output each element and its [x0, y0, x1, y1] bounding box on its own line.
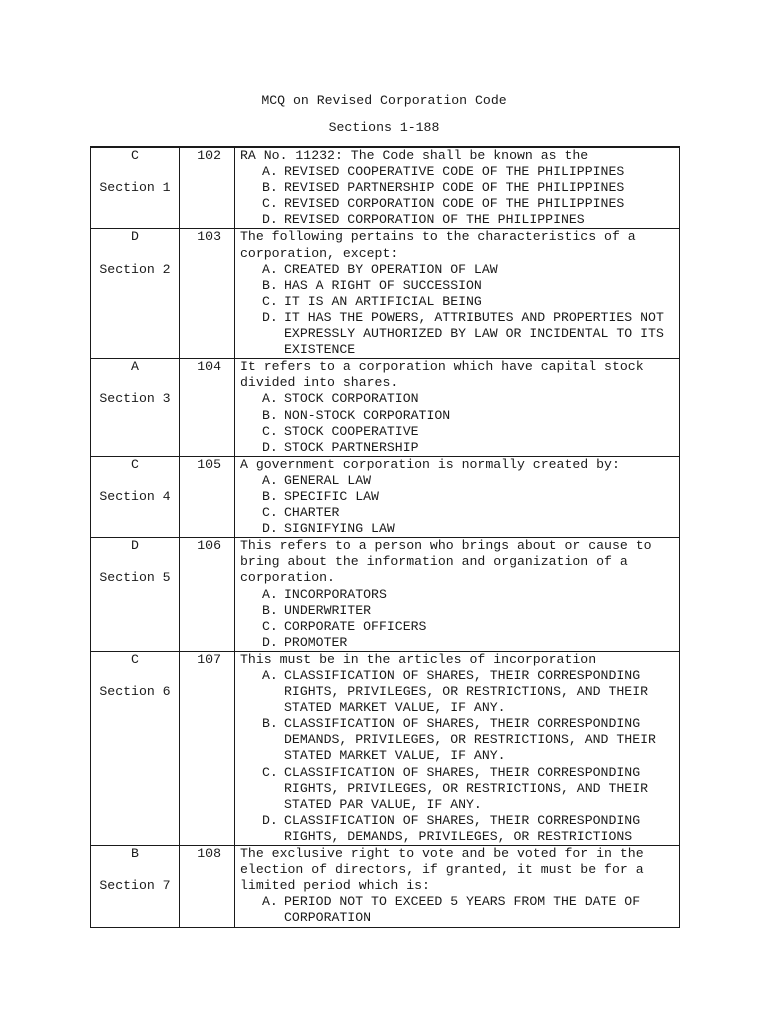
option-text: NON-STOCK CORPORATION — [284, 407, 451, 423]
option-text: CORPORATE OFFICERS — [284, 618, 427, 634]
section-label: Section 6 — [99, 684, 171, 699]
question-number: 106 — [180, 538, 235, 652]
question-number: 103 — [180, 229, 235, 359]
answer-option — [240, 180, 679, 196]
question-number: 105 — [180, 456, 235, 537]
answer-option — [240, 505, 679, 521]
option-text: SIGNIFYING LAW — [284, 521, 395, 537]
question-cell — [235, 456, 680, 537]
option-text: CREATED BY OPERATION OF LAW — [284, 261, 498, 277]
answer-option — [240, 408, 679, 424]
question-text: The exclusive right to vote and be voted for in the election of directors, if granted, it must be for a limited period which is: — [240, 846, 652, 894]
answer-option — [240, 668, 679, 716]
option-letter: C. — [262, 196, 278, 212]
question-number: 104 — [180, 359, 235, 457]
answer-option — [240, 521, 679, 537]
option-letter: C. — [262, 293, 278, 309]
option-text: CLASSIFICATION OF SHARES, THEIR CORRESPONDING RIGHTS, PRIVILEGES, OR RESTRICTIONS, AND THEIR STATED MARKET VALUE, IF ANY. — [284, 668, 656, 716]
answer-option — [240, 765, 679, 813]
question-text: RA No. 11232: The Code shall be known as the — [240, 148, 589, 163]
answer-letter: C — [131, 456, 139, 472]
option-text: INCORPORATORS — [284, 586, 387, 602]
option-letter: A. — [262, 894, 278, 910]
section-label: Section 3 — [99, 391, 171, 407]
answer-option — [240, 196, 679, 212]
table-row — [91, 538, 680, 652]
answer-option — [240, 164, 679, 180]
section-label: Section 2 — [99, 261, 171, 277]
option-letter: B. — [262, 716, 278, 732]
option-letter: B. — [262, 277, 278, 293]
option-letter: A. — [262, 261, 278, 277]
table-row — [91, 651, 680, 845]
answer-option — [240, 262, 679, 278]
option-text: CLASSIFICATION OF SHARES, THEIR CORRESPONDING RIGHTS, PRIVILEGES, OR RESTRICTIONS, AND THEIR STATED PAR VALUE, IF ANY. — [284, 764, 656, 812]
answer-option — [240, 424, 679, 440]
option-letter: C. — [262, 423, 278, 439]
answer-letter: D — [131, 229, 139, 245]
question-cell — [235, 846, 680, 927]
option-text: HAS A RIGHT OF SUCCESSION — [284, 277, 482, 293]
option-text: GENERAL LAW — [284, 472, 372, 488]
question-text: The following pertains to the characteristics of a corporation, except: — [240, 229, 644, 261]
answer-option — [240, 894, 679, 926]
option-text: IT HAS THE POWERS, ATTRIBUTES AND PROPERTIES NOT EXPRESSLY AUTHORIZED BY LAW OR INCIDENTAL TO ITS EXISTENCE — [284, 309, 672, 358]
option-text: REVISED CORPORATION CODE OF THE PHILIPPINES — [284, 196, 625, 212]
answer-option — [240, 391, 679, 407]
question-text: It refers to a corporation which have capital stock divided into shares. — [240, 359, 652, 391]
option-letter: B. — [262, 407, 278, 423]
answer-letter: B — [131, 846, 139, 862]
answer-option — [240, 635, 679, 651]
answer-option — [240, 212, 679, 228]
question-number: 108 — [180, 846, 235, 927]
option-text: IT IS AN ARTIFICIAL BEING — [284, 293, 482, 309]
answer-cell — [91, 229, 180, 359]
section-label: Section 7 — [99, 878, 171, 894]
section-label: Section 1 — [99, 180, 171, 196]
answer-cell — [91, 538, 180, 652]
option-letter: D. — [262, 439, 278, 455]
option-letter: B. — [262, 488, 278, 504]
option-letter: D. — [262, 309, 278, 325]
option-text: PERIOD NOT TO EXCEED 5 YEARS FROM THE DATE OF CORPORATION — [284, 894, 649, 926]
option-text: STOCK PARTNERSHIP — [284, 439, 419, 455]
question-number: 107 — [180, 651, 235, 845]
question-number: 102 — [180, 147, 235, 229]
option-text: CLASSIFICATION OF SHARES, THEIR CORRESPONDING RIGHTS, DEMANDS, PRIVILEGES, OR RESTRICTIONS — [284, 812, 649, 844]
table-row — [91, 359, 680, 457]
table-row — [91, 147, 680, 229]
answer-cell — [91, 456, 180, 537]
option-text: REVISED COOPERATIVE CODE OF THE PHILIPPINES — [284, 164, 625, 180]
option-letter: D. — [262, 634, 278, 650]
question-cell — [235, 229, 680, 359]
answer-option — [240, 278, 679, 294]
table-row — [91, 456, 680, 537]
option-letter: C. — [262, 764, 278, 780]
option-letter: C. — [262, 505, 278, 521]
option-letter: B. — [262, 602, 278, 618]
table-row — [91, 229, 680, 359]
answer-option — [240, 489, 679, 505]
option-text: CLASSIFICATION OF SHARES, THEIR CORRESPONDING DEMANDS, PRIVILEGES, OR RESTRICTIONS, AND THEIR STATED MARKET VALUE, IF ANY. — [284, 716, 664, 764]
answer-cell — [91, 147, 180, 229]
answer-option — [240, 603, 679, 619]
answer-option — [240, 716, 679, 764]
answer-option — [240, 587, 679, 603]
option-text: UNDERWRITER — [284, 602, 372, 618]
question-cell — [235, 359, 680, 457]
option-letter: D. — [262, 212, 278, 228]
option-letter: A. — [262, 164, 278, 180]
option-text: SPECIFIC LAW — [284, 488, 379, 504]
answer-option — [240, 440, 679, 456]
question-text: This must be in the articles of incorporation — [240, 651, 597, 667]
option-letter: D. — [262, 812, 278, 828]
option-text: PROMOTER — [284, 634, 348, 650]
answer-letter: C — [131, 148, 139, 163]
question-cell — [235, 147, 680, 229]
document-title: MCQ on Revised Corporation Code — [261, 93, 507, 108]
answer-option — [240, 619, 679, 635]
table-row — [91, 846, 680, 927]
section-label: Section 5 — [99, 570, 171, 586]
question-text: This refers to a person who brings about or cause to bring about the information and organization of a corporation. — [240, 538, 660, 586]
answer-option — [240, 813, 679, 845]
answer-option — [240, 310, 679, 358]
option-letter: A. — [262, 586, 278, 602]
option-text: REVISED PARTNERSHIP CODE OF THE PHILIPPINES — [284, 180, 625, 196]
answer-option — [240, 473, 679, 489]
option-text: STOCK CORPORATION — [284, 391, 419, 407]
answer-cell — [91, 846, 180, 927]
answer-cell — [91, 359, 180, 457]
option-letter: A. — [262, 472, 278, 488]
mcq-table — [90, 146, 680, 928]
document-subtitle: Sections 1-188 — [328, 120, 440, 135]
question-text: A government corporation is normally created by: — [240, 456, 620, 472]
answer-letter: D — [131, 538, 139, 554]
option-letter: D. — [262, 521, 278, 537]
answer-letter: A — [131, 359, 139, 375]
option-letter: A. — [262, 391, 278, 407]
option-letter: A. — [262, 668, 278, 683]
answer-letter: C — [131, 651, 139, 667]
option-letter: B. — [262, 180, 278, 196]
question-cell — [235, 538, 680, 652]
answer-cell — [91, 651, 180, 845]
option-letter: C. — [262, 618, 278, 634]
option-text: CHARTER — [284, 505, 340, 521]
answer-option — [240, 294, 679, 310]
section-label: Section 4 — [99, 488, 171, 504]
option-text: STOCK COOPERATIVE — [284, 423, 419, 439]
option-text: REVISED CORPORATION OF THE PHILIPPINES — [284, 212, 585, 228]
question-cell — [235, 651, 680, 845]
